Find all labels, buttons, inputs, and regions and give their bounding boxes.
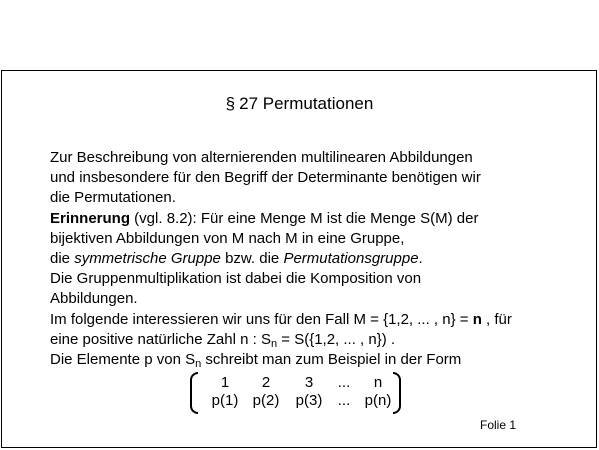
body-line-10: [50, 330, 590, 350]
slide-footer: Folie 1: [480, 418, 517, 432]
body-line-9-a: Im folgende interessieren wir uns für den Fall M = {1,2, ... , n} =: [50, 310, 473, 328]
left-parenthesis: [190, 372, 198, 414]
matrix-cell: 1: [220, 374, 230, 391]
permutation-group-term: Permutationsgruppe: [283, 249, 419, 267]
body-line-6-b: bzw. die: [220, 249, 284, 267]
slide-title: [0, 93, 599, 115]
section-symbol: §: [225, 94, 236, 113]
matrix-cell: ...: [337, 392, 351, 409]
body-line-7: Die Gruppenmultiplikation ist dabei die Komposition von: [50, 270, 422, 288]
erinnerung-label: Erinnerung: [50, 209, 131, 227]
body-line-9-b: , für: [481, 310, 512, 328]
matrix-cell: 2: [261, 374, 271, 391]
body-line-9: [50, 310, 590, 330]
body-line-4-rest: (vgl. 8.2): Für eine Menge M ist die Menge S(M) der: [130, 209, 479, 227]
body-line-6: [50, 249, 590, 269]
matrix-cell: n: [373, 374, 383, 391]
body-line-1: Zur Beschreibung von alternierenden multilinearen Abbildungen: [50, 149, 473, 166]
body-line-6-a: die: [50, 249, 75, 267]
body-line-2: und insbesondere für den Begriff der Determinante benötigen wir: [50, 169, 481, 187]
slide-body: [50, 148, 590, 370]
right-parenthesis: [393, 372, 401, 414]
body-line-11: [50, 350, 590, 370]
matrix-cell: p(1): [211, 392, 239, 409]
matrix-cell: p(3): [295, 392, 323, 409]
matrix-cell: 3: [304, 374, 314, 391]
body-line-10-b: = S({1,2, ... , n}) .: [277, 330, 396, 348]
matrix-cell: ...: [337, 374, 351, 391]
body-line-11-a: Die Elemente p von S: [50, 350, 196, 368]
body-line-4: [50, 209, 590, 229]
subscript-n: n: [195, 357, 202, 370]
body-line-10-a: eine positive natürliche Zahl n : S: [50, 330, 271, 348]
body-line-3: die Permutationen.: [50, 189, 176, 207]
matrix-cell: p(2): [252, 392, 280, 409]
subscript-n: n: [270, 337, 278, 350]
bold-n: n: [472, 310, 482, 328]
matrix-cell: p(n): [364, 392, 392, 409]
body-line-5: bijektiven Abbildungen von M nach M in eine Gruppe,: [50, 229, 405, 247]
body-line-8: Abbildungen.: [50, 290, 138, 308]
title-text: 27 Permutationen: [239, 94, 374, 113]
symmetric-group-term: symmetrische Gruppe: [74, 249, 221, 267]
body-line-11-b: schreibt man zum Beispiel in der Form: [201, 350, 462, 368]
body-line-6-c: .: [418, 249, 423, 267]
